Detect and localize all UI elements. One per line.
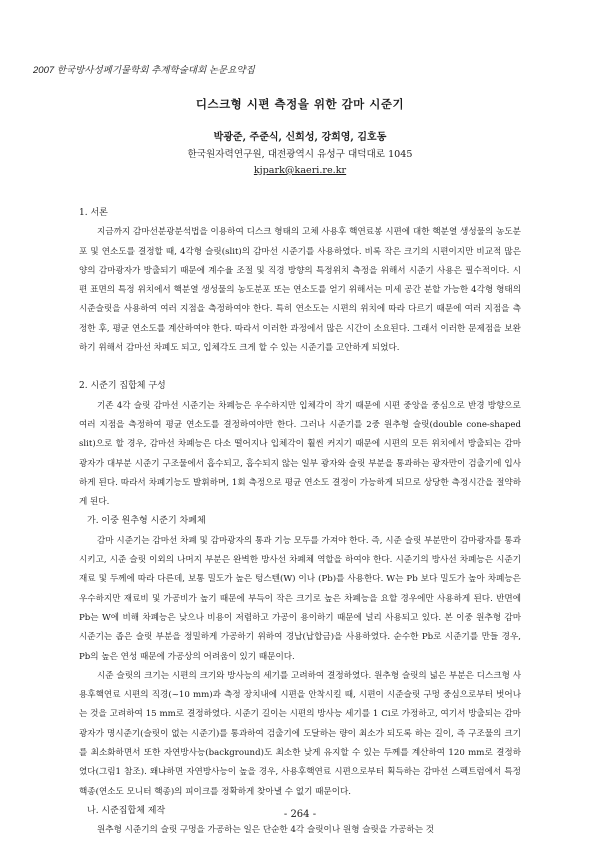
page-number: - 264 - xyxy=(283,809,317,820)
paper-title: 디스크형 시편 측정을 위한 감마 시준기 xyxy=(195,97,405,111)
paragraph-slit-size: 시준 슬릿의 크기는 시편의 크기와 방사능의 세기를 고려하여 결정하였다. 원추형 슬릿의 넓은 부분은 디스크형 사용후핵연료 시편의 직경(~10 mm)과 측정 장치내에 시편을 안착시킬 때, 시편이 시준슬릿 구멍 중심으로부터 벗어나는 것을 고려하여 15 mm로 결정하였다. 시준기 길이는 시편의 방사능 세기를 1 Ci로 가정하고, 여기서 방출되는 감마광자가 명시준기(슬릿이 없는 시준기)를 통과하여 검출기에 도달하는 량이 최소가 되도록 하는 길이, 즉 구조물의 크기를 최소화하면서 또한 자연방사능(background)도 최소한 낮게 유지할 수 있는 두께를 계산하여 120 mm로 결정하였다(그림1 참조). 왜냐하면 자연방사능이 높을 경우, 사용후핵연료 시편으로부터 획득하는 감마선 스펙트럼에서 특정 핵종(연소도 모니터 핵종)의 피이크를 정확하게 찾아낼 수 없기 때문이다. xyxy=(79,670,521,797)
paragraph-fabrication: 원추형 시준기의 슬릿 구멍을 가공하는 일은 단순한 4각 슬릿이나 원형 슬릿을 가공하는 것 xyxy=(97,825,435,836)
paragraph-introduction: 지금까지 감마선분광분석법을 이용하여 디스크 형태의 고체 사용후 핵연료봉 시편에 대한 핵분열 생성물의 농도분포 및 연소도를 결정할 때, 4각형 슬릿(slit)의 감마선 시준기를 사용하였다. 비록 작은 크기의 시편이지만 비교적 많은 양의 감마광자가 방출되기 때문에 계수율 조절 및 직경 방향의 특정위치 측정을 위해서 시준기 사용은 필수적이다. 시편 표면의 특정 위치에서 핵분열 생성물의 농도분포 또는 연소도를 얻기 위해서는 미세 공간 분할 가능한 4각형 형태의 시준슬릿을 사용하여 여러 지점을 측정하여야 한다. 특히 연소도는 시편의 위치에 따라 다르기 때문에 여러 지점을 측정한 후, 평균 연소도를 계산하여야 한다. 따라서 이러한 과정에서 많은 시간이 소요된다. 그래서 이러한 문제점을 보완하기 위해서 감마선 차폐도 되고, 입체각도 크게 할 수 있는 시준기를 고안하게 되었다. xyxy=(79,227,521,354)
running-header: 2007 한국방사성폐기물학회 추계학술대회 논문요약집 xyxy=(33,65,255,76)
subsection-heading-double-cone: 가. 이중 원추형 시준기 차폐체 xyxy=(87,516,206,527)
body-text xyxy=(79,204,521,841)
author-list: 박광준, 주준식, 신희성, 강희영, 김호동 xyxy=(213,132,387,143)
section-heading-collimator-assembly: 2. 시준기 집합체 구성 xyxy=(79,381,166,392)
paragraph-collimator-assembly: 기존 4각 슬릿 감마선 시준기는 차폐능은 우수하지만 입체각이 작기 때문에 시편 중앙을 중심으로 반경 방향으로 여러 지점을 측정하여 평균 연소도를 결정하여야만 한다. 그러나 시준기를 2중 원추형 슬릿(double cone-shaped slit)으로 할 경우, 감마선 차폐능은 다소 떨어지나 입체각이 훨씬 커지기 때문에 시편의 모든 위치에서 방출되는 감마광자가 대부분 시준기 구조물에서 흡수되고, 흡수되지 않는 일부 광자와 슬릿 부분을 통과하는 광자만이 검출기에 입사하게 된다. 따라서 차폐기능도 발휘하며, 1회 측정으로 평균 연소도 결정이 가능하게 되므로 상당한 측정시간을 절약하게 된다. xyxy=(79,400,521,508)
paragraph-shielding: 감마 시준기는 감마선 차폐 및 감마광자의 통과 기능 모두를 가져야 한다. 즉, 시준 슬릿 부분만이 감마광자를 통과시키고, 시준 슬릿 이외의 나머지 부분은 완벽한 방사선 차폐체 역할을 하여야 한다. 시준기의 방사선 차폐능은 시준기 재료 및 두께에 따라 다른데, 보통 밀도가 높은 텅스텐(W) 이나 (Pb)를 사용한다. W는 Pb 보다 밀도가 높아 차폐능은 우수하지만 재료비 및 가공비가 높기 때문에 부득이 작은 크기로 높은 차폐능을 요할 경우에만 사용하게 된다. 반면에 Pb는 W에 비해 차폐능은 낮으나 비용이 저렴하고 가공이 용이하기 때문에 널리 사용되고 있다. 본 이중 원추형 감마 시준기는 좁은 슬릿 부분을 정밀하게 가공하기 위하여 경납(납합금)을 사용하였다. 순수한 Pb로 시준기를 만들 경우, Pb의 높은 연성 때문에 가공상의 어려움이 있기 때문이다. xyxy=(79,535,521,662)
section-gap xyxy=(79,358,521,377)
affiliation: 한국원자력연구원, 대전광역시 유성구 대덕대로 1045 xyxy=(187,149,413,160)
section-heading-introduction: 1. 서론 xyxy=(79,208,108,218)
subsection-heading-fabrication: 나. 시준집합체 제작 xyxy=(87,805,166,816)
author-email: kjpark@kaeri.re.kr xyxy=(253,165,347,176)
